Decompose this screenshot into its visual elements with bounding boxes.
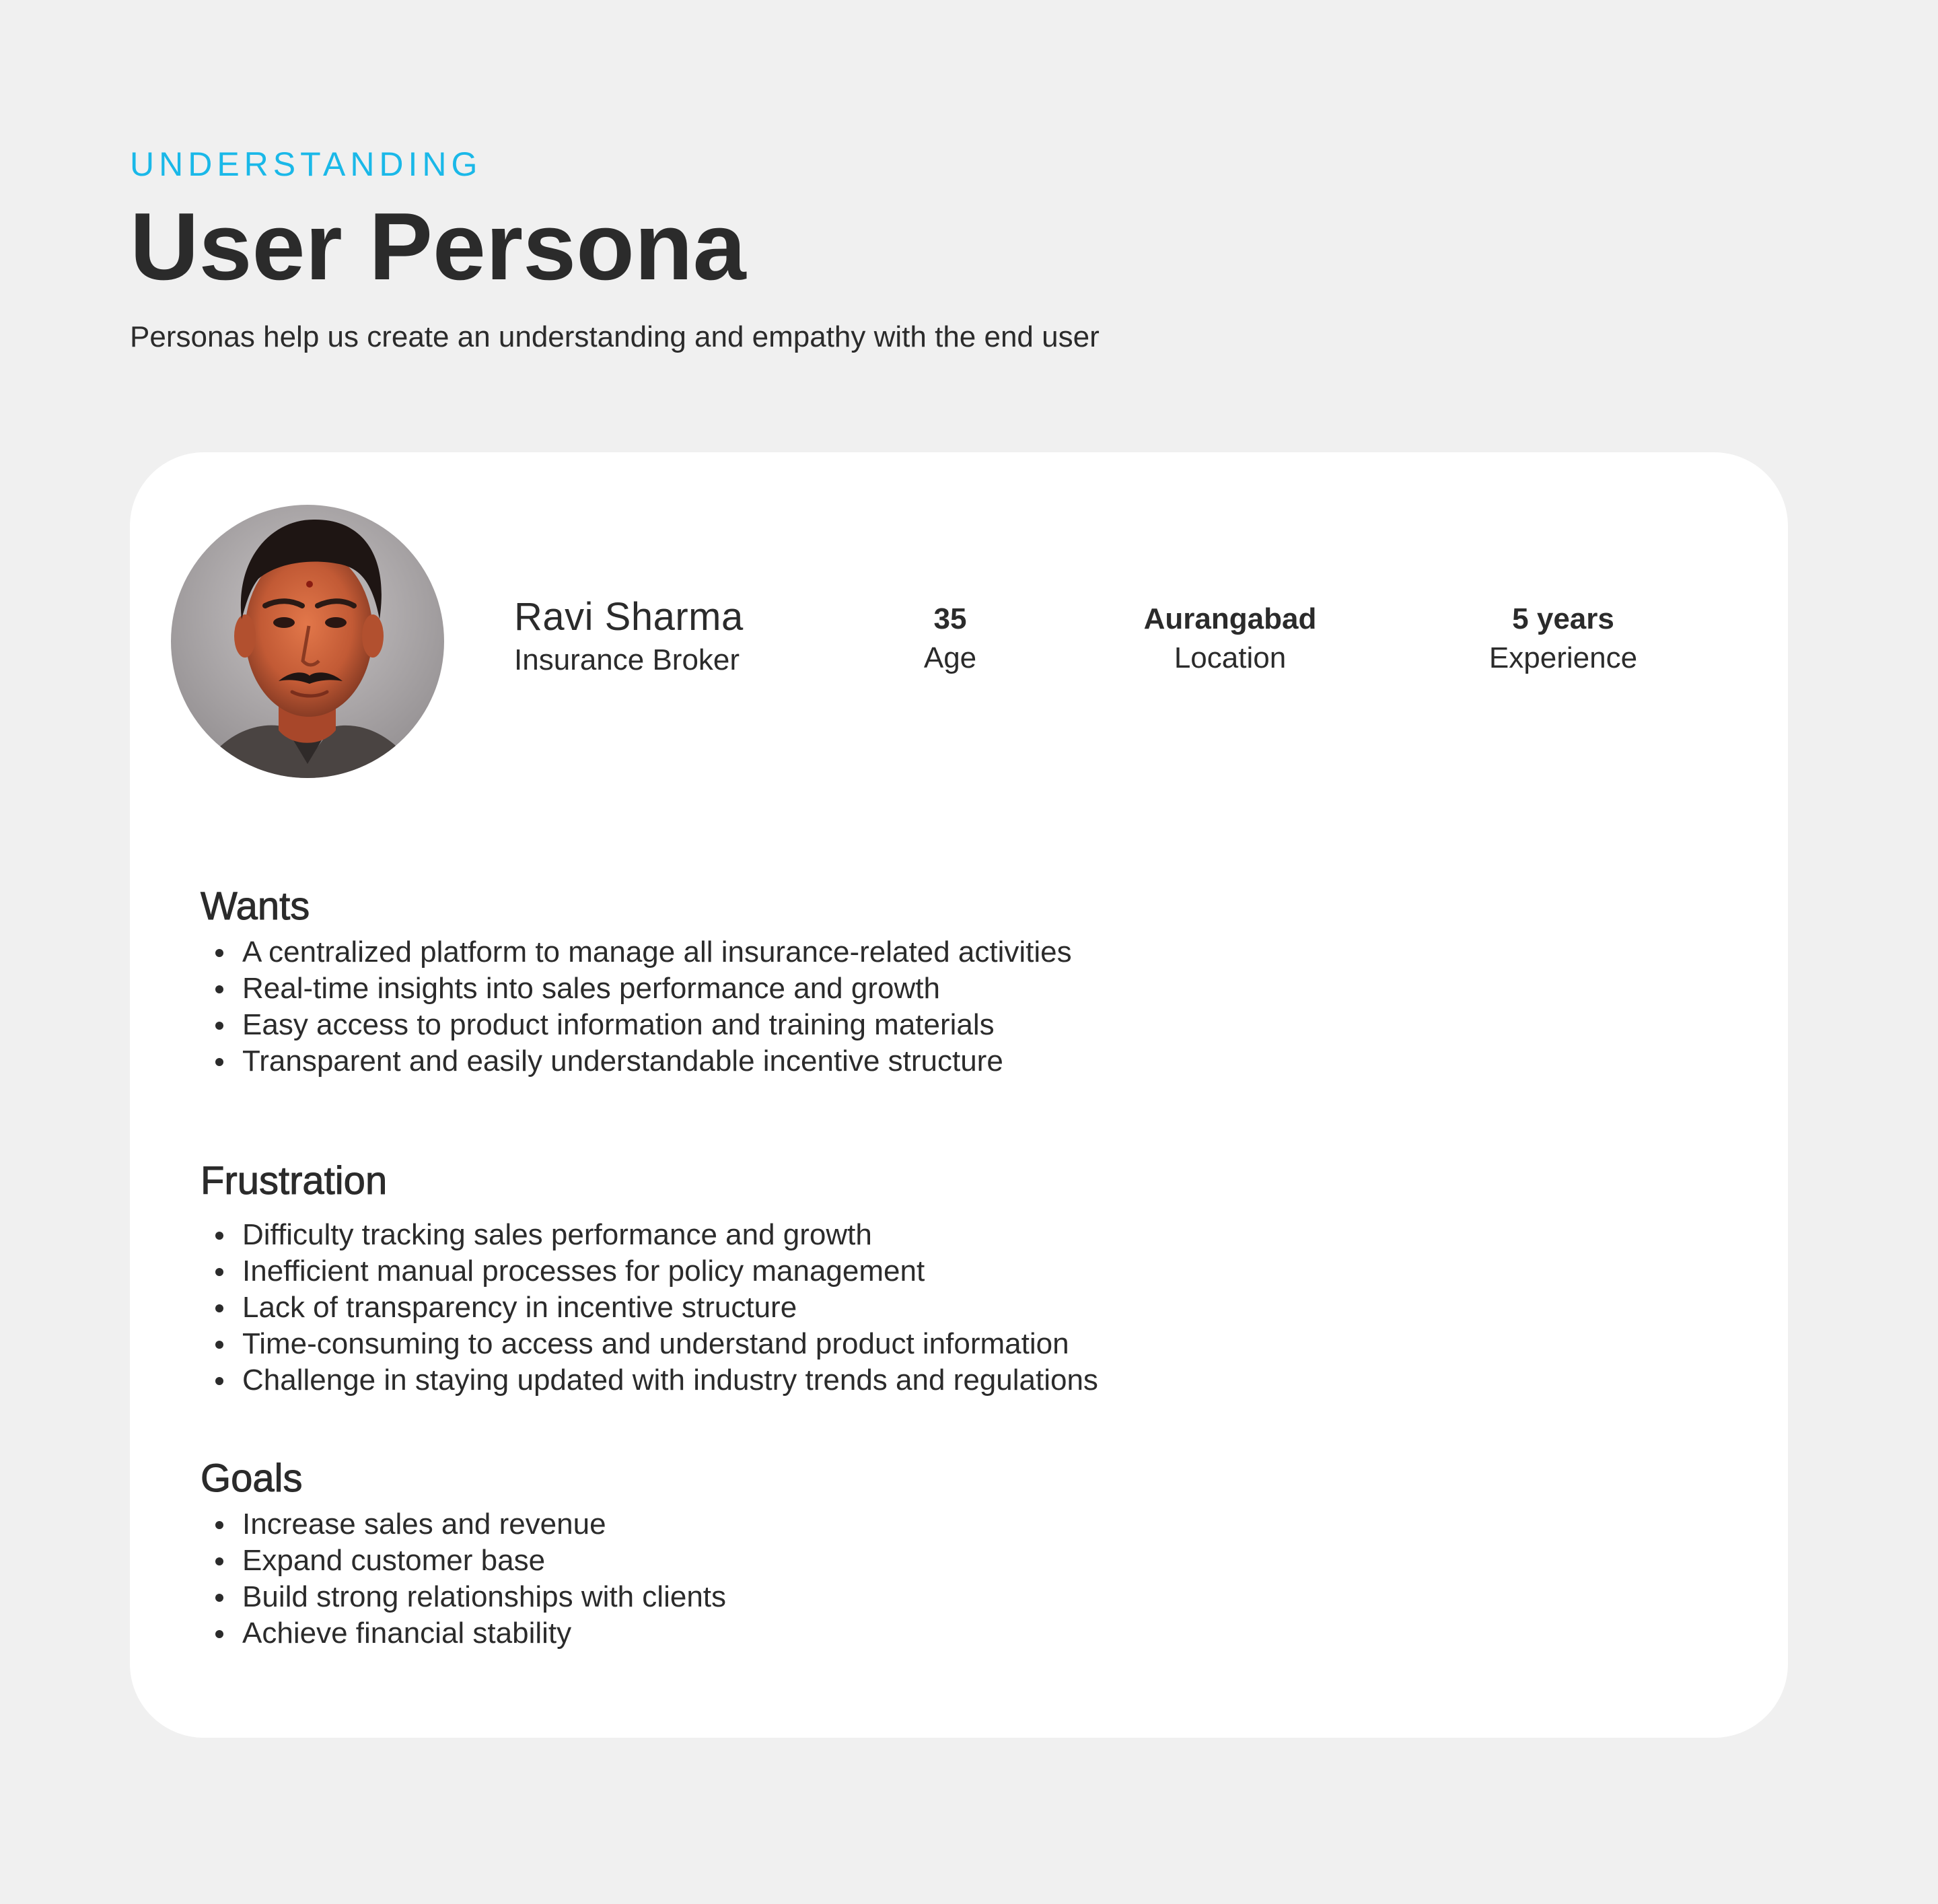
- list-item: Challenge in staying updated with industry trends and regulations: [242, 1362, 1098, 1399]
- bullet-icon: [215, 1521, 223, 1529]
- list-item: Increase sales and revenue: [242, 1506, 726, 1543]
- list-item: Difficulty tracking sales performance and growth: [242, 1217, 1098, 1253]
- page-subtitle: Personas help us create an understanding and empathy with the end user: [130, 320, 1100, 353]
- frustration-list: [201, 1217, 1098, 1399]
- page-title: User Persona: [130, 193, 746, 300]
- list-item: Expand customer base: [242, 1543, 726, 1579]
- stat-location-value: Aurangabad: [1143, 602, 1317, 635]
- list-item: Easy access to product information and training materials: [242, 1007, 1072, 1043]
- bullet-icon: [215, 949, 223, 957]
- persona-identity: [514, 594, 744, 680]
- frustration-section: [201, 1158, 1098, 1399]
- bullet-icon: [215, 1341, 223, 1349]
- bullet-icon: [215, 1557, 223, 1565]
- list-item: Transparent and easily understandable incentive structure: [242, 1043, 1072, 1080]
- stat-location-label: Location: [1174, 641, 1287, 674]
- bullet-icon: [215, 1058, 223, 1066]
- list-item: Real-time insights into sales performance and growth: [242, 971, 1072, 1007]
- list-item: Lack of transparency in incentive structure: [242, 1290, 1098, 1326]
- list-item: Time-consuming to access and understand product information: [242, 1326, 1098, 1362]
- goals-section: [201, 1455, 726, 1652]
- goals-heading: Goals: [201, 1456, 303, 1500]
- persona-role: Insurance Broker: [514, 643, 740, 676]
- avatar: [171, 505, 444, 778]
- bullet-icon: [215, 1268, 223, 1276]
- goals-list: [201, 1506, 726, 1652]
- persona-name: Ravi Sharma: [514, 595, 744, 639]
- avatar-portrait: [171, 505, 444, 778]
- list-item: Build strong relationships with clients: [242, 1579, 726, 1615]
- wants-heading: Wants: [201, 884, 310, 928]
- bullet-icon: [215, 1594, 223, 1602]
- bullet-icon: [215, 1232, 223, 1240]
- stat-age-value: 35: [933, 602, 967, 635]
- stat-location: [1144, 600, 1317, 678]
- stat-experience-label: Experience: [1488, 641, 1638, 674]
- section-eyebrow: UNDERSTANDING: [130, 145, 482, 183]
- frustration-heading: Frustration: [201, 1159, 388, 1203]
- list-item: A centralized platform to manage all insurance-related activities: [242, 934, 1072, 971]
- stat-age-label: Age: [923, 641, 977, 674]
- persona-card: [130, 452, 1788, 1738]
- bullet-icon: [215, 1022, 223, 1030]
- wants-section: [201, 883, 1072, 1080]
- wants-list: [201, 934, 1072, 1080]
- stat-experience-value: 5 years: [1512, 602, 1614, 635]
- bullet-icon: [215, 985, 223, 993]
- stat-age: [924, 600, 976, 678]
- bullet-icon: [215, 1630, 223, 1638]
- bullet-icon: [215, 1377, 223, 1385]
- list-item: Inefficient manual processes for policy management: [242, 1253, 1098, 1290]
- stat-experience: [1489, 600, 1637, 678]
- bullet-icon: [215, 1304, 223, 1312]
- list-item: Achieve financial stability: [242, 1615, 726, 1652]
